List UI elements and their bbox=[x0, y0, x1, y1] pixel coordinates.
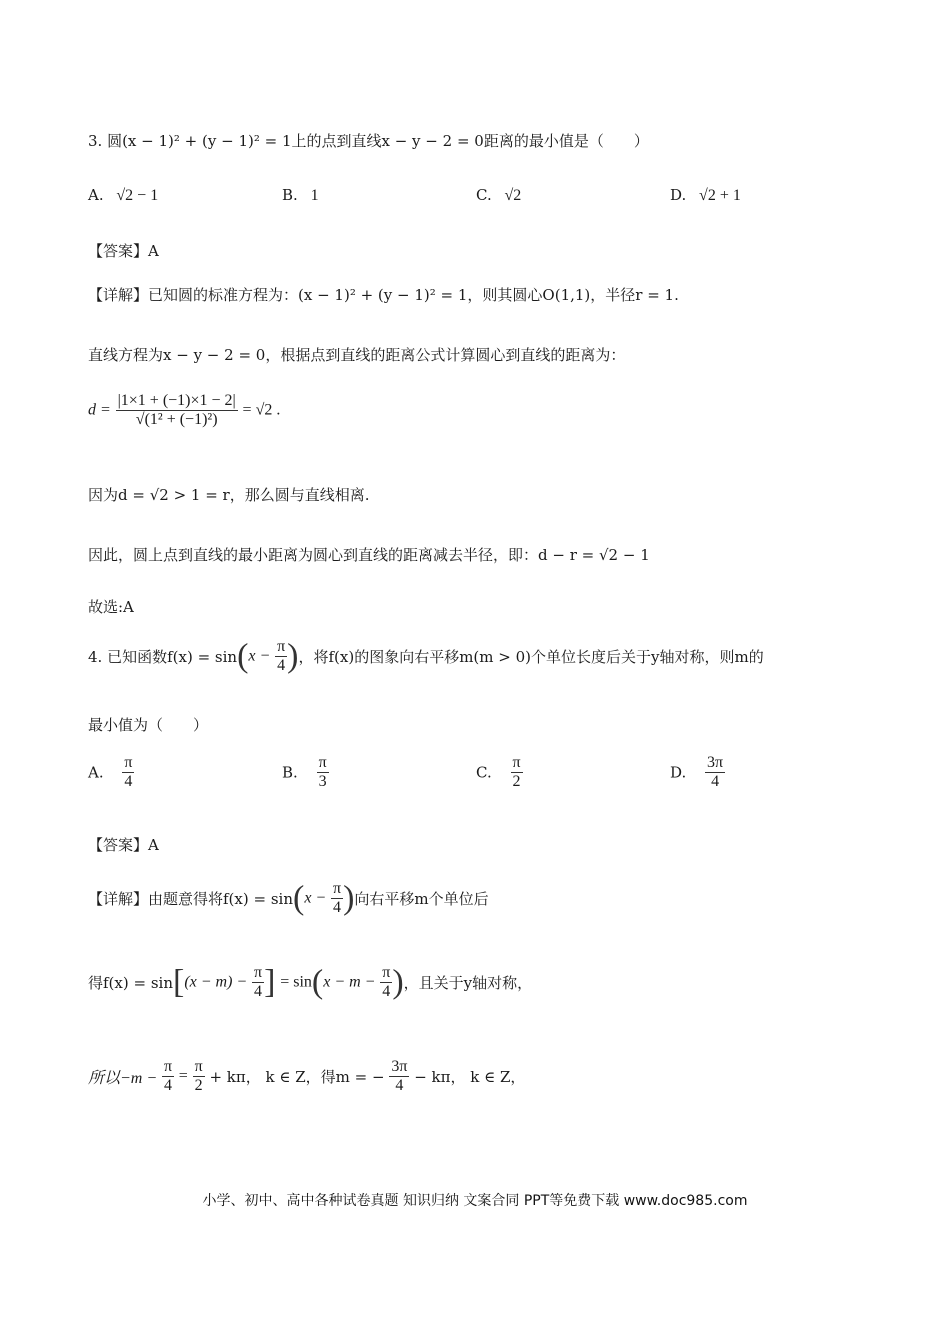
detail-text: 向右平移m个单位后 bbox=[354, 890, 489, 908]
frac-den: 4 bbox=[711, 773, 720, 790]
paren-open: ( bbox=[311, 963, 324, 1001]
detail-text: 所以−m − bbox=[88, 1070, 158, 1087]
frac-den: 4 bbox=[382, 983, 391, 1000]
q3-distance-formula bbox=[88, 392, 280, 429]
bracket-inner: (x − m) − bbox=[184, 973, 248, 991]
q3-detail-3: 因为d = √2 > 1 = r，那么圆与直线相离. bbox=[88, 486, 370, 504]
paren-open: ( bbox=[237, 637, 249, 675]
q3-answer: 【答案】A bbox=[88, 242, 159, 260]
q4-option-b bbox=[282, 754, 329, 791]
frac-den: 3 bbox=[318, 773, 327, 790]
frac-num: π bbox=[163, 1058, 173, 1075]
formula-fraction bbox=[116, 392, 238, 429]
q3-option-b bbox=[282, 186, 319, 205]
paren-close: ) bbox=[343, 879, 355, 917]
paren-close: ) bbox=[287, 637, 299, 675]
q4-answer: 【答案】A bbox=[88, 836, 159, 854]
paren-inner: x − bbox=[248, 647, 271, 665]
q4-stem bbox=[88, 638, 764, 675]
option-value: √2 − 1 bbox=[116, 187, 159, 204]
frac-num: π bbox=[254, 964, 263, 981]
formula-rhs: = √2 . bbox=[242, 401, 281, 419]
option-label: A. bbox=[88, 763, 104, 782]
detail-text: ，且关于y轴对称， bbox=[403, 974, 533, 992]
pi-over-4 bbox=[275, 638, 287, 675]
equals-sin: = sin bbox=[280, 973, 312, 991]
pi-over-4 bbox=[380, 964, 392, 1001]
option-label: D. bbox=[670, 186, 687, 204]
detail-text: 得f(x) = sin bbox=[88, 974, 173, 992]
q4-detail-3 bbox=[88, 1058, 525, 1095]
q4-stem-part-a: 4. 已知函数f(x) = sin bbox=[88, 648, 238, 666]
formula-numerator: |1×1 + (−1)×1 − 2| bbox=[117, 392, 236, 409]
option-value: 1 bbox=[310, 187, 319, 204]
frac-den: 4 bbox=[254, 983, 263, 1000]
option-label: A. bbox=[88, 186, 104, 204]
q4-option-d bbox=[670, 754, 725, 791]
frac-den: 4 bbox=[163, 1077, 172, 1094]
frac-den: 4 bbox=[333, 899, 342, 916]
pi-over-4 bbox=[252, 964, 264, 1001]
q3-option-c bbox=[476, 186, 521, 205]
pi-over-4 bbox=[162, 1058, 174, 1095]
footer-ad: 小学、初中、高中各种试卷真题 知识归纳 文案合同 PPT等免费下载 www.doc985.com bbox=[202, 1193, 748, 1209]
q3-detail-1: 【详解】已知圆的标准方程为：(x − 1)² + (y − 1)² = 1，则其圆心O(1,1)，半径r = 1. bbox=[88, 286, 679, 304]
option-fraction bbox=[317, 754, 329, 791]
frac-den: 2 bbox=[194, 1077, 203, 1094]
frac-den: 4 bbox=[395, 1077, 404, 1094]
detail-text: 【详解】由题意得将f(x) = sin bbox=[88, 890, 293, 908]
q4-option-c bbox=[476, 754, 523, 791]
bracket-open: [ bbox=[172, 963, 185, 1001]
frac-num: π bbox=[194, 1058, 203, 1075]
q3-stem: 3. 圆(x − 1)² + (y − 1)² = 1上的点到直线x − y − 2 = 0距离的最小值是（ ） bbox=[88, 132, 649, 150]
paren-open: ( bbox=[292, 879, 305, 917]
frac-num: π bbox=[124, 754, 133, 771]
pi-over-4 bbox=[331, 880, 343, 917]
frac-num: π bbox=[277, 638, 286, 655]
frac-den: 4 bbox=[277, 657, 286, 674]
frac-num: 3π bbox=[707, 754, 724, 771]
frac-den: 4 bbox=[124, 773, 133, 790]
frac-num: π bbox=[512, 754, 521, 771]
equals: = bbox=[178, 1067, 188, 1085]
q3-detail-5: 故选:A bbox=[88, 598, 134, 616]
option-fraction bbox=[511, 754, 523, 791]
detail-text: + kπ， k ∈ Z，得m = − bbox=[209, 1068, 385, 1086]
option-value: √2 bbox=[504, 187, 522, 204]
frac-num: π bbox=[333, 880, 342, 897]
option-label: B. bbox=[282, 186, 298, 204]
three-pi-over-4 bbox=[389, 1058, 409, 1095]
detail-text: − kπ， k ∈ Z， bbox=[414, 1068, 526, 1086]
q4-stem-continued: 最小值为（ ） bbox=[88, 716, 209, 734]
q3-option-d bbox=[670, 186, 741, 205]
option-label: C. bbox=[476, 186, 492, 204]
q4-detail-1 bbox=[88, 880, 489, 917]
option-fraction bbox=[122, 754, 134, 791]
formula-lhs: d = bbox=[88, 401, 111, 419]
frac-num: π bbox=[382, 964, 391, 981]
frac-num: 3π bbox=[391, 1058, 408, 1075]
option-value: √2 + 1 bbox=[699, 187, 741, 204]
pi-over-2 bbox=[193, 1058, 205, 1095]
q4-detail-2 bbox=[88, 964, 532, 1001]
frac-den: 2 bbox=[512, 773, 521, 790]
q4-stem-part-b: ，将f(x)的图象向右平移m(m > 0)个单位长度后关于y轴对称，则m的 bbox=[298, 648, 764, 666]
option-fraction bbox=[705, 754, 725, 791]
option-label: B. bbox=[282, 763, 298, 782]
paren-inner: x − bbox=[304, 889, 327, 907]
q3-detail-4: 因此，圆上点到直线的最小距离为圆心到直线的距离减去半径，即：d − r = √2 − 1 bbox=[88, 546, 650, 564]
paren-inner: x − m − bbox=[323, 973, 376, 991]
frac-num: π bbox=[318, 754, 327, 771]
option-label: D. bbox=[670, 763, 687, 782]
bracket-close: ] bbox=[264, 963, 276, 1001]
formula-denominator: √(1² + (−1)²) bbox=[135, 411, 218, 428]
q3-detail-2: 直线方程为x − y − 2 = 0，根据点到直线的距离公式计算圆心到直线的距离为： bbox=[88, 346, 626, 364]
q4-option-a bbox=[88, 754, 134, 791]
option-label: C. bbox=[476, 763, 492, 782]
q3-option-a bbox=[88, 186, 158, 205]
paren-close: ) bbox=[392, 963, 404, 1001]
